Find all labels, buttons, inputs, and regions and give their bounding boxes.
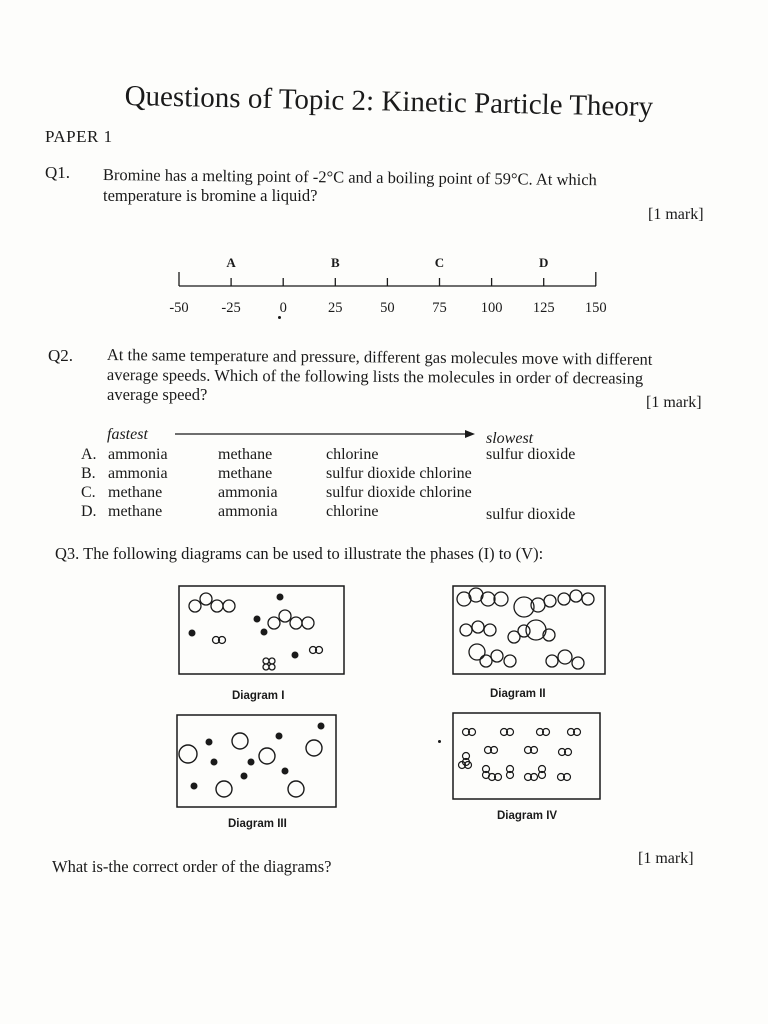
- diagram-3: [176, 714, 338, 810]
- q1-number: Q1.: [45, 163, 71, 182]
- diagram-1-caption: Diagram I: [232, 690, 285, 702]
- option-c-c3: sulfur dioxide chlorine: [326, 484, 472, 501]
- stray-dot: [438, 740, 441, 743]
- diagram-1: [178, 585, 346, 677]
- option-d-c1: methane: [108, 503, 163, 520]
- scale-letter-c: C: [434, 255, 445, 270]
- diagram-2-caption: Diagram II: [490, 688, 546, 700]
- diagram-2: [452, 585, 607, 677]
- scale-tick-label: -50: [169, 300, 189, 316]
- q3-mark: [1 mark]: [638, 850, 694, 867]
- option-d-c4: sulfur dioxide: [486, 506, 576, 523]
- q2-number: Q2.: [48, 346, 74, 365]
- temperature-scale: [160, 250, 620, 320]
- q2-text-line3: average speed?: [107, 385, 208, 404]
- scale-letter-d: D: [539, 255, 549, 270]
- q1-mark: [1 mark]: [648, 206, 704, 223]
- q1-text-line2: temperature is bromine a liquid?: [103, 186, 318, 205]
- option-c-c2: ammonia: [218, 484, 278, 501]
- speed-arrow: [175, 426, 480, 442]
- scale-letter-a: A: [226, 255, 236, 270]
- paper-label: PAPER 1: [45, 127, 113, 146]
- q3-question: What is-the correct order of the diagrams?: [52, 857, 332, 876]
- diagram-4: [452, 712, 602, 802]
- diagram-3-caption: Diagram III: [228, 818, 287, 830]
- option-c-c1: methane: [108, 484, 163, 501]
- option-a-c1: ammonia: [108, 446, 168, 463]
- fastest-label: fastest: [107, 426, 148, 443]
- q3-text: Q3. The following diagrams can be used to illustrate the phases (I) to (V):: [55, 544, 544, 563]
- scale-tick-label: 0: [279, 300, 287, 316]
- scale-tick-label: 50: [380, 300, 395, 316]
- scale-tick-label: -25: [221, 300, 241, 316]
- scale-tick-label: 125: [532, 300, 555, 316]
- slowest-label: slowest: [486, 430, 534, 447]
- scale-tick-label: 25: [328, 300, 343, 316]
- option-d-c3: chlorine: [326, 503, 379, 520]
- scale-tick-label: 75: [432, 300, 447, 316]
- q1-text-line1: Bromine has a melting point of -2°C and a boiling point of 59°C. At which: [102, 165, 597, 190]
- scale-letter-b: B: [330, 255, 340, 270]
- q2-mark: [1 mark]: [646, 394, 702, 411]
- option-d-c2: ammonia: [218, 503, 278, 520]
- option-b-c3: sulfur dioxide chlorine: [326, 465, 472, 482]
- scale-tick-label: 100: [480, 300, 503, 316]
- option-a-c3: chlorine: [326, 446, 379, 463]
- option-a-c2: methane: [218, 446, 273, 463]
- q2-text-line2: average speeds. Which of the following lists the molecules in order of decreasing: [106, 365, 644, 388]
- scale-tick-label: 150: [584, 300, 607, 316]
- option-d-label: D.: [81, 503, 97, 520]
- q2-text-line1: At the same temperature and pressure, different gas molecules move with different: [106, 345, 653, 369]
- option-b-c2: methane: [218, 465, 273, 482]
- page-title: Questions of Topic 2: Kinetic Particle Theory: [124, 80, 654, 124]
- option-a-c4: sulfur dioxide: [486, 446, 576, 463]
- stray-dot: [278, 316, 281, 319]
- option-b-c1: ammonia: [108, 465, 168, 482]
- diagram-4-caption: Diagram IV: [497, 810, 558, 822]
- option-c-label: C.: [81, 484, 96, 501]
- option-a-label: A.: [81, 446, 97, 463]
- option-b-label: B.: [81, 465, 96, 482]
